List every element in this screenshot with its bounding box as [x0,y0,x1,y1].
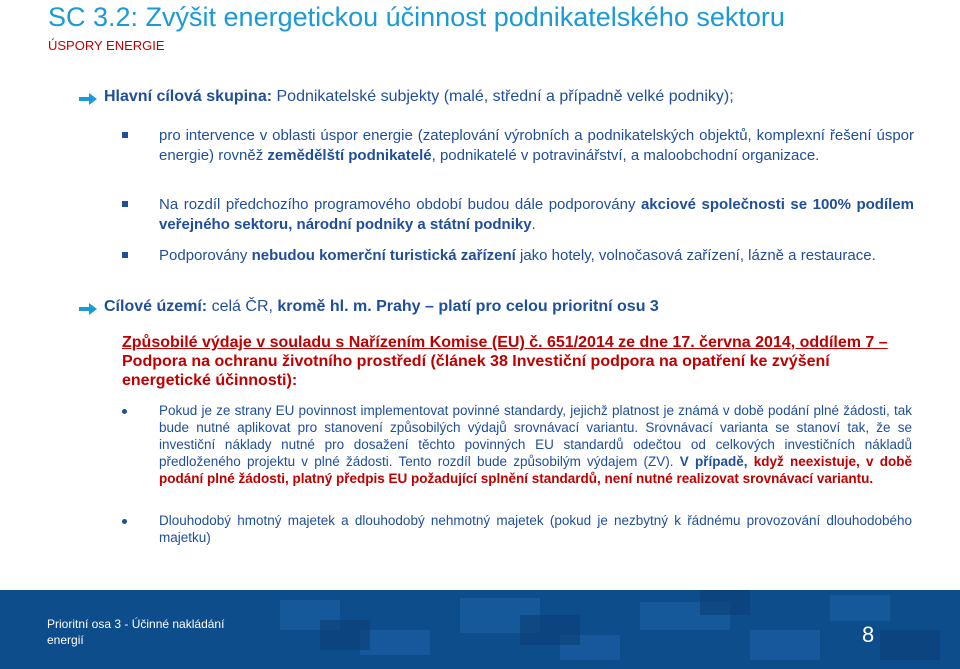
target-group-label: Hlavní cílová skupina: [104,88,273,105]
bullet-item [122,246,914,266]
page-subtitle: ÚSPORY ENERGIE [48,38,165,53]
round-bullet-icon [122,409,127,414]
eligible-costs-text: Podpora na ochranu životního prostředí (článek 38 Investiční podpora na opatření ke zvýšení energetické účinnosti): [122,353,830,389]
list-item-text-bold: V případě, [679,454,754,469]
target-group-value: Podnikatelské subjekty (malé, střední a případně velké podniky); [272,88,734,105]
bullet-item [122,195,914,235]
page-number: 8 [862,622,875,647]
round-bullet-icon [122,519,127,524]
eligible-costs-underlined: Způsobilé výdaje v souladu s Nařízením Komise (EU) č. 651/2014 ze dne 17. června 2014, oddílem 7 – [122,334,888,351]
target-area-row [78,298,659,316]
bullet-text-bold: nebudou komerční turistická zařízení [251,247,516,264]
bullet-text-bold: akciové společnosti se 100% podílem veřejného sektoru, národní podniky a státní podniky [159,196,914,233]
arrow-bullet-icon [78,92,98,106]
target-group-row [78,88,734,106]
target-area-bold: kromě hl. m. Prahy – platí pro celou prioritní osu 3 [277,298,659,315]
bullet-text-bold: zemědělští podnikatelé [267,147,432,164]
bullet-text [159,195,914,235]
footer-bar [0,590,960,669]
target-group-text [104,88,734,106]
bullet-item [122,126,914,166]
arrow-bullet-icon [78,302,98,316]
list-item-text-bold-red: když neexistuje, v době podání plné žádosti, platný předpis EU požadující splnění standardů, není nutné realizovat srovnávací variantu. [159,454,912,486]
square-bullet-icon [122,132,128,138]
list-item-text [159,402,912,487]
eligible-costs-heading [122,333,912,390]
target-area-label: Cílové území: [104,298,208,315]
bullet-text [159,246,876,266]
footer-label: Prioritní osa 3 - Účinné nakládání energií [47,617,225,647]
bullet-text [159,126,914,166]
target-area-text [104,298,659,316]
bullet-text-part: , podnikatelé v potravinářství, a maloobchodní organizace. [431,147,820,164]
bullet-text-part: jako hotely, volnočasová zařízení, lázně a restaurace. [515,247,876,264]
bullet-text-part: . [531,216,536,233]
bullet-text-part: Podporovány [159,247,252,264]
square-bullet-icon [122,252,128,258]
square-bullet-icon [122,201,128,207]
page-title: SC 3.2: Zvýšit energetickou účinnost podnikatelského sektoru [48,2,785,32]
list-item-text-part: Pokud je ze strany EU povinnost implementovat povinné standardy, jejichž platnost je známá v době podání plné žádosti, tak bude nutné aplikovat pro stanovení způsobilých výdajů srovnávací variantu. Srovnávací varianta se stanoví tak, že se investiční náklady nutné pro dosažení těchto povinných EU standardů odečtou od celkových investičních nákladů předloženého projektu v plné žádosti. Tento rozdíl bude způsobilým výdajem (ZV). [159,403,912,469]
target-area-value: celá ČR, [207,298,278,315]
list-item [122,402,912,487]
bullet-text-part: Na rozdíl předchozího programového období budou dále podporovány [159,196,641,213]
list-item-text: Dlouhodobý hmotný majetek a dlouhodobý nehmotný majetek (pokud je nezbytný k řádnému provozování dlouhodobého majetku) [159,513,912,545]
list-item [122,512,912,546]
bullet-text-part: pro intervence v oblasti úspor energie (zateplování výrobních a podnikatelských objektů, komplexní řešení úspor energie) rovněž [159,127,914,164]
